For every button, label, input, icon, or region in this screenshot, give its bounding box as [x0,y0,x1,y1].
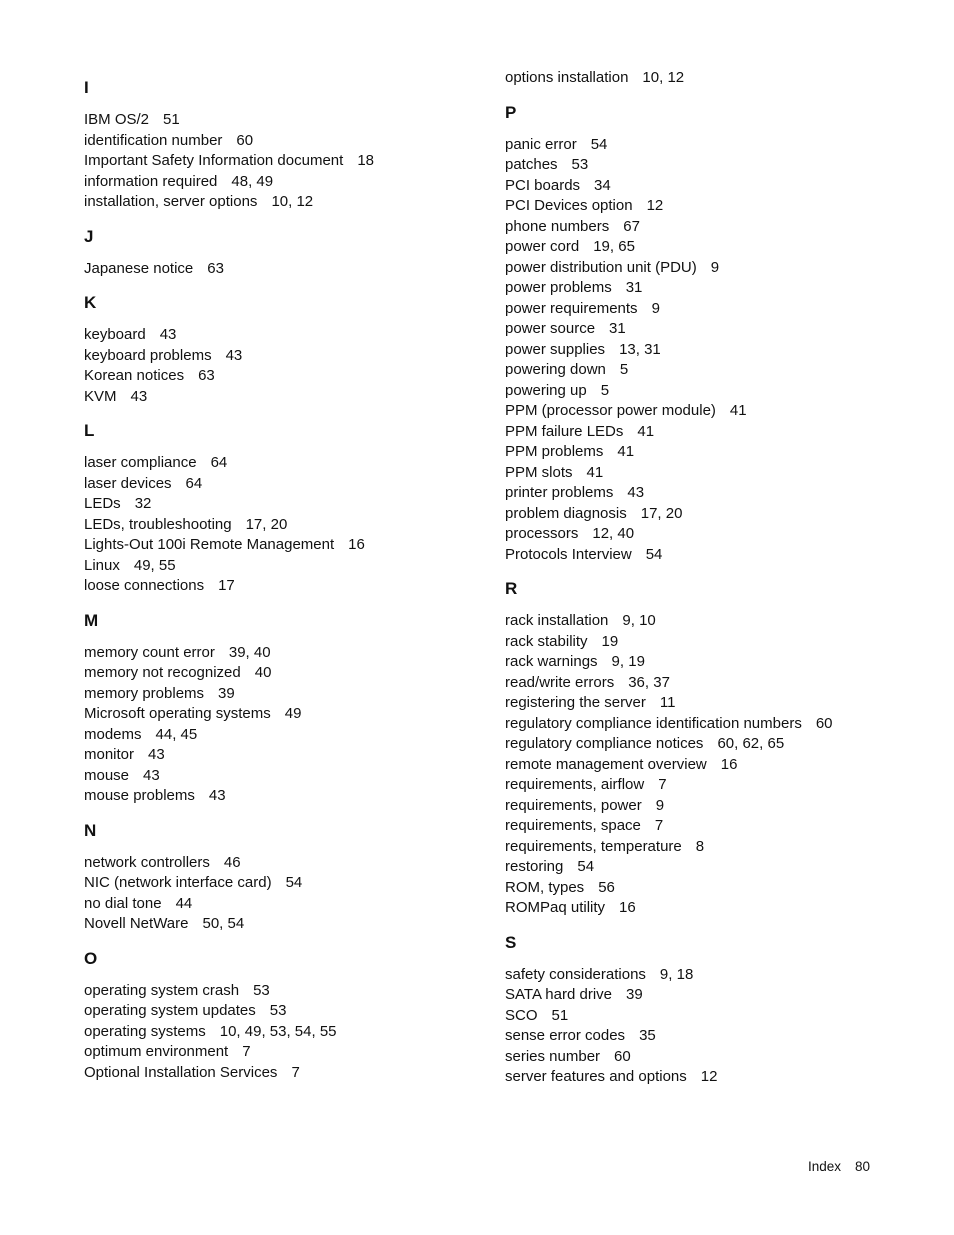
index-term: mouse problems [84,787,195,804]
index-entry [505,611,925,632]
index-term: PPM problems [505,443,604,460]
index-term: server features and options [505,1068,687,1085]
index-group [505,68,925,89]
index-letter-heading: K [84,293,97,312]
index-pages: 32 [134,495,152,512]
index-entry [84,131,484,152]
index-entry [505,463,925,484]
index-term: power supplies [505,340,606,358]
index-pages: 34 [594,176,611,194]
index-entry [505,965,925,986]
index-term: power cord [505,238,580,255]
index-term: read/write errors [505,673,615,691]
index-term: Protocols Interview [505,545,632,563]
index-term: PPM failure LEDs [505,422,624,440]
index-term: SATA hard drive [505,986,612,1003]
page-number: 80 [854,1159,870,1174]
index-term: requirements, space [505,817,641,834]
index-pages: 40 [254,664,272,681]
index-pages: 54 [577,858,595,875]
index-term: Lights-Out 100i Remote Management [84,536,335,553]
index-term: printer problems [505,484,614,501]
index-entry [84,515,484,536]
index-pages: 19 [601,632,619,650]
index-term: powering down [505,361,606,378]
index-term: SCO [505,1006,538,1024]
index-pages: 43 [225,346,243,364]
index-pages: 43 [143,766,160,784]
index-term: requirements, temperature [505,837,682,855]
index-entry [84,663,484,684]
index-entry [84,453,484,474]
index-pages: 9, 10 [622,612,656,629]
index-entry [505,673,925,694]
index-pages: 10, 12 [642,69,685,86]
index-entry [84,894,484,915]
index-group [505,579,925,919]
index-letter-heading: I [84,78,89,97]
index-pages: 43 [159,326,177,343]
index-group [84,78,484,213]
index-entry [505,632,925,653]
index-group [84,293,484,407]
index-pages: 51 [551,1006,569,1024]
index-group [84,821,484,935]
index-term: memory not recognized [84,664,241,681]
index-term: network controllers [84,853,210,871]
index-term: power problems [505,279,612,296]
index-term: remote management overview [505,755,707,773]
index-term: patches [505,156,558,173]
index-pages: 39, 40 [228,643,271,661]
index-pages: 7 [291,1063,300,1081]
index-term: regulatory compliance notices [505,735,704,752]
index-term: operating system crash [84,981,240,999]
index-pages: 60 [236,131,254,149]
index-term: rack stability [505,632,588,650]
index-pages: 64 [185,474,203,492]
index-pages: 41 [729,402,747,419]
index-pages: 5 [619,361,629,378]
index-pages: 36, 37 [628,673,670,691]
index-term: ROM, types [505,878,585,896]
index-term: registering the server [505,694,646,711]
index-entry [505,155,925,176]
index-letter-heading: O [84,948,98,968]
footer-label: Index [807,1159,841,1174]
index-pages: 49 [284,705,302,722]
index-entry [505,985,925,1006]
index-entry [505,898,925,919]
index-entry [505,857,925,878]
index-pages: 54 [285,874,303,891]
index-term: power source [505,320,596,337]
index-pages: 41 [586,463,604,481]
index-term: Japanese notice [84,259,194,277]
index-term: series number [505,1047,601,1065]
index-entry [84,172,484,193]
index-pages: 63 [198,367,215,384]
index-entry [84,556,484,577]
index-term: regulatory compliance identification numbers [505,714,802,732]
index-pages: 7 [658,776,667,793]
index-pages: 54 [590,135,608,153]
index-term: power requirements [505,299,638,317]
index-entry [505,524,925,545]
index-pages: 43 [148,746,165,763]
index-term: keyboard problems [84,346,212,364]
index-pages: 12, 40 [592,525,635,542]
index-pages: 31 [609,320,626,337]
index-entry [84,325,484,346]
index-pages: 9, 19 [611,653,645,670]
index-entry [505,693,925,714]
index-pages: 8 [695,837,705,855]
index-entry [84,704,484,725]
index-letter-heading: P [505,102,517,122]
index-term: requirements, airflow [505,776,645,793]
index-pages: 9, 18 [659,965,694,983]
index-entry [84,1001,484,1022]
index-entry [84,1063,484,1084]
page-footer [808,1158,870,1176]
index-letter-heading: J [84,226,94,246]
index-term: PPM slots [505,463,573,481]
index-pages: 7 [242,1043,251,1060]
index-entry [505,340,925,361]
index-pages: 60, 62, 65 [717,735,785,752]
index-pages: 16 [619,899,636,916]
index-pages: 7 [654,817,664,834]
index-entry [505,796,925,817]
index-term: monitor [84,746,135,763]
index-pages: 43 [208,787,226,804]
index-term: sense error codes [505,1027,626,1044]
index-term: rack warnings [505,653,598,670]
index-term: identification number [84,131,223,149]
index-entry [84,786,484,807]
index-pages: 9 [710,258,720,276]
index-column-left [84,72,484,1097]
index-term: installation, server options [84,193,258,210]
index-term: power distribution unit (PDU) [505,258,697,276]
index-letter-heading: L [84,421,95,440]
index-entry [505,775,925,796]
index-pages: 10, 12 [271,193,314,210]
index-pages: 9 [655,796,665,814]
index-pages: 39 [218,684,235,702]
index-entry [84,1022,484,1043]
index-term: IBM OS/2 [84,111,150,128]
index-pages: 12 [700,1068,718,1085]
index-entry [84,576,484,597]
index-group [84,421,484,597]
index-pages: 50, 54 [202,915,245,932]
index-pages: 43 [627,484,645,501]
index-term: laser devices [84,474,172,492]
index-letter-heading: S [505,932,517,952]
index-pages: 67 [623,217,640,235]
index-term: memory problems [84,684,205,702]
index-entry [505,278,925,299]
index-term: laser compliance [84,454,197,471]
index-term: information required [84,172,218,190]
index-entry [84,151,484,172]
index-entry [505,545,925,566]
index-entry [84,474,484,495]
index-pages: 43 [130,387,148,405]
index-pages: 16 [720,755,738,773]
index-term: Optional Installation Services [84,1063,278,1081]
index-entry [84,366,484,387]
index-pages: 56 [598,878,615,896]
index-pages: 51 [163,111,180,128]
index-entry [505,196,925,217]
index-pages: 63 [207,259,224,277]
index-entry [505,1006,925,1027]
index-pages: 39 [626,986,643,1003]
index-pages: 53 [253,981,270,999]
index-pages: 17 [218,577,235,594]
index-pages: 5 [600,381,610,399]
index-term: no dial tone [84,894,162,912]
index-pages: 60 [614,1047,631,1065]
index-letter-heading: M [84,610,99,630]
index-term: PPM (processor power module) [505,402,716,419]
index-term: PCI boards [505,176,581,194]
index-term: rack installation [505,612,609,629]
index-pages: 46 [223,853,241,871]
index-entry [505,258,925,279]
index-entry [84,494,484,515]
index-pages: 64 [210,454,228,471]
index-term: KVM [84,387,117,405]
index-entry [84,643,484,664]
index-entry [84,981,484,1002]
index-entry [84,684,484,705]
index-entry [505,68,925,89]
index-term: NIC (network interface card) [84,874,272,891]
index-term: memory count error [84,643,215,661]
index-entry [505,422,925,443]
index-pages: 53 [269,1002,287,1019]
index-term: Novell NetWare [84,915,189,932]
index-pages: 44 [175,894,193,912]
index-group [84,611,484,807]
index-pages: 53 [571,156,589,173]
index-term: optimum environment [84,1043,229,1060]
index-pages: 31 [625,279,643,296]
index-entry [84,873,484,894]
index-pages: 18 [357,152,374,169]
index-pages: 60 [815,714,833,732]
index-entry [505,401,925,422]
index-entry [84,1042,484,1063]
index-entry [84,914,484,935]
index-entry [84,110,484,131]
index-pages: 44, 45 [155,725,198,743]
index-entry [505,1047,925,1068]
index-entry [505,734,925,755]
index-letter-heading: N [84,820,97,840]
index-entry [505,483,925,504]
index-term: processors [505,525,579,542]
index-term: PCI Devices option [505,197,633,214]
index-pages: 9 [651,299,660,317]
index-pages: 13, 31 [619,340,661,358]
index-entry [84,346,484,367]
index-term: LEDs, troubleshooting [84,515,232,533]
index-pages: 12 [646,197,664,214]
index-pages: 35 [639,1027,656,1044]
index-term: modems [84,725,142,743]
index-pages: 10, 49, 53, 54, 55 [219,1022,337,1040]
index-entry [84,853,484,874]
index-entry [84,259,484,280]
index-entry [84,766,484,787]
index-entry [84,387,484,408]
index-pages: 16 [348,536,365,553]
index-entry [84,725,484,746]
index-entry [505,1067,925,1088]
index-term: operating systems [84,1022,206,1040]
index-term: safety considerations [505,965,646,983]
index-term: Linux [84,556,120,574]
index-pages: 49, 55 [133,556,176,574]
index-entry [505,878,925,899]
index-pages: 17, 20 [245,515,288,533]
index-entry [505,837,925,858]
index-entry [505,217,925,238]
index-pages: 54 [645,545,663,563]
index-term: Important Safety Information document [84,152,344,169]
index-entry [505,135,925,156]
index-group [505,103,925,566]
index-column-right [505,69,925,1102]
index-term: Microsoft operating systems [84,705,271,722]
index-term: LEDs [84,495,121,512]
index-term: requirements, power [505,796,642,814]
index-term: options installation [505,69,629,86]
index-pages: 17, 20 [640,504,683,522]
index-pages: 41 [637,422,655,440]
index-group [84,949,484,1084]
index-entry [505,714,925,735]
index-term: panic error [505,135,577,153]
index-entry [505,237,925,258]
index-entry [505,755,925,776]
index-term: mouse [84,766,130,784]
index-entry [84,535,484,556]
index-entry [84,745,484,766]
index-entry [505,176,925,197]
index-term: ROMPaq utility [505,899,606,916]
index-entry [505,816,925,837]
index-term: phone numbers [505,217,610,235]
index-term: keyboard [84,326,146,343]
index-pages: 41 [617,443,635,460]
index-entry [505,442,925,463]
index-pages: 48, 49 [231,172,274,190]
index-entry [505,504,925,525]
index-entry [505,319,925,340]
index-entry [84,192,484,213]
index-term: problem diagnosis [505,504,627,522]
index-entry [505,1026,925,1047]
index-entry [505,381,925,402]
index-entry [505,652,925,673]
index-term: powering up [505,381,587,399]
index-term: Korean notices [84,367,185,384]
index-term: operating system updates [84,1002,256,1019]
index-term: loose connections [84,577,205,594]
index-group [84,227,484,280]
index-entry [505,360,925,381]
index-term: restoring [505,858,564,875]
index-pages: 11 [659,694,676,711]
index-letter-heading: R [505,579,518,598]
index-group [505,933,925,1088]
index-entry [505,299,925,320]
index-pages: 19, 65 [593,238,635,255]
